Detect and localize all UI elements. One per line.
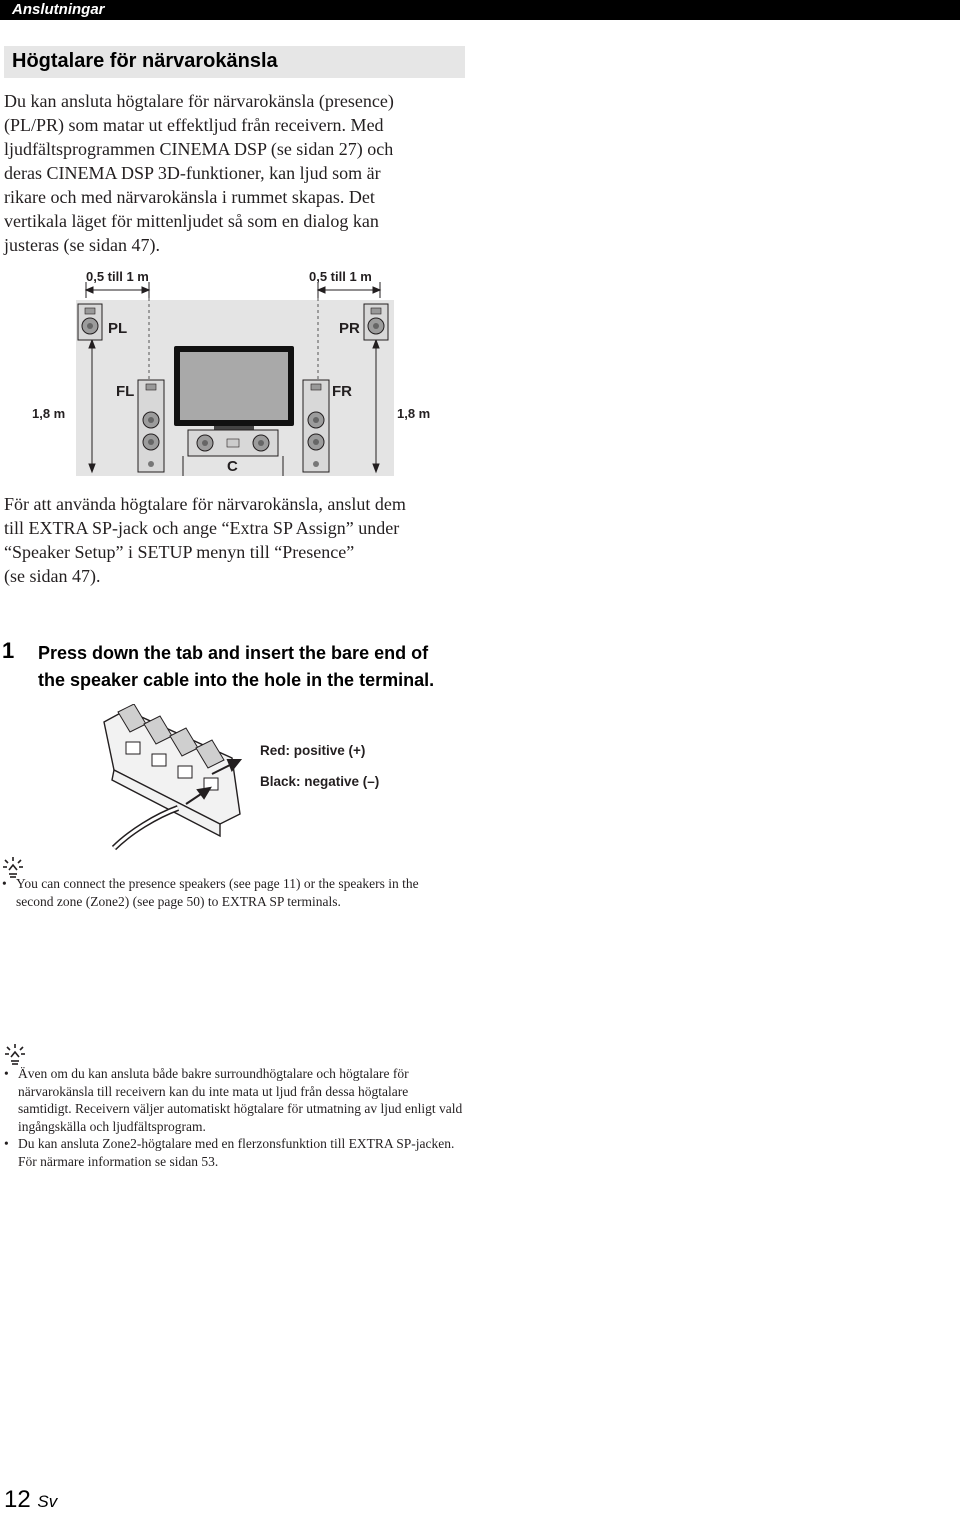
distance-label-right: 0,5 till 1 m [309,269,372,284]
instructions-line: För att använda högtalare för närvarokänsla, anslut dem [4,494,406,514]
tv-icon [174,346,294,432]
intro-line: Du kan ansluta högtalare för närvarokänsla (presence) [4,91,394,111]
instructions-paragraph [4,492,474,588]
speaker-cable [114,808,178,848]
list-item: • Även om du kan ansluta både bakre surroundhögtalare och högtalare för närvarokänsla till receivern kan du inte mata ut ljud från dessa högtalare samtidigt. Receivern väljer automatiskt högtalare för utmatning av ljud enligt vald ingångskälla och ljudfältsprogram. [4,1065,464,1135]
page-number [4,1486,57,1514]
step-line: Press down the tab and insert the bare end of [38,643,429,663]
label-pl: PL [108,320,128,337]
step-text [38,640,478,694]
terminal-block [104,710,240,836]
section-label: Anslutningar [12,1,105,18]
list-item: • You can connect the presence speakers (see page 11) or the speakers in the second zone (Zone2) (see page 50) to EXTRA SP terminals. [2,875,458,910]
tip-icon [4,1043,26,1065]
intro-line: ljudfältsprogrammen CINEMA DSP (se sidan 27) och [4,139,394,159]
page-number-value: 12 [4,1486,31,1513]
tip2-list [4,1065,464,1170]
red-positive-label: Red: positive (+) [260,743,366,758]
step-number: 1 [2,638,15,663]
label-pr: PR [339,320,360,337]
distance-arrow-right [318,282,380,298]
height-label-left: 1,8 m [32,406,66,421]
distance-arrow-left [86,282,149,298]
speaker-pr-icon [364,304,388,340]
speaker-fr-icon [303,380,329,472]
section-title: Högtalare för närvarokänsla [12,50,278,72]
tip1-list [2,875,458,910]
intro-line: vertikala läget för mittenljudet så som en dialog kan [4,211,379,231]
intro-line: justeras (se sidan 47). [4,235,160,255]
intro-line: (PL/PR) som matar ut effektljud från receivern. Med [4,115,384,135]
distance-label-left: 0,5 till 1 m [86,269,149,284]
section-heading [4,46,465,78]
instructions-line: “Speaker Setup” i SETUP menyn till “Presence” [4,542,355,562]
speaker-terminal-illustration [100,704,260,854]
black-negative-label: Black: negative (–) [260,774,380,789]
intro-paragraph [4,89,474,257]
intro-line: deras CINEMA DSP 3D-funktioner, kan ljud som är [4,163,381,183]
speaker-fl-icon [138,380,164,472]
list-item: • Du kan ansluta Zone2-högtalare med en flerzonsfunktion till EXTRA SP-jacken. För närmare information se sidan 53. [4,1135,464,1170]
instructions-line: till EXTRA SP-jack och ange “Extra SP Assign” under [4,518,400,538]
intro-line: rikare och med närvarokänsla i rummet skapas. Det [4,187,375,207]
height-label-right: 1,8 m [397,406,431,421]
label-fr: FR [332,383,352,400]
instructions-line: (se sidan 47). [4,566,101,586]
speaker-placement-diagram [0,262,480,482]
page-language: Sv [37,1492,58,1511]
label-c: C [227,458,238,475]
header-bar [0,0,960,20]
speaker-pl-icon [78,304,102,340]
step-line: the speaker cable into the hole in the terminal. [38,670,435,690]
label-fl: FL [116,383,135,400]
